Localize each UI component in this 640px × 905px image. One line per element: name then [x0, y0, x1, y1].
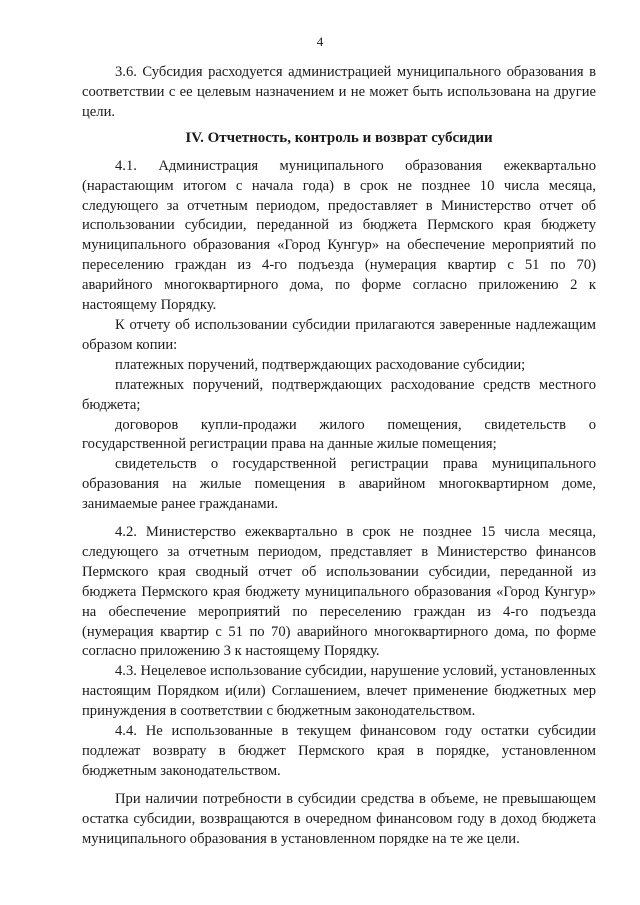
paragraph-3-6: 3.6. Субсидия расходуется администрацией муниципального образования в соответствии с ее целевым назначением и не может быть использована на другие цели. — [82, 64, 596, 120]
paragraph-surplus-return: При наличии потребности в субсидии средства в объеме, не превышающем остатка субсидии, возвращаются в очередном финансовом году в доход бюджета муниципального образования в установленном порядке на те же цели. — [82, 790, 596, 847]
section-title: IV. Отчетность, контроль и возврат субсидии — [185, 129, 493, 146]
list-item: платежных поручений, подтверждающих расходование субсидии; — [115, 356, 526, 373]
paragraph-4-1: 4.1. Администрация муниципального образования ежеквартально (нарастающим итогом с начала года) в срок не позднее 10 числа месяца, следующего за отчетным периодом, предоставляет в Министерство отчет об использовании субсидии, переданной из бюджета Пермского края бюджету муниципального образования «Город Кунгур» на обеспечение мероприятий по переселению граждан из 4-го подъезда (нумерация квартир с 51 по 70) аварийного многоквартирного дома, по форме согласно приложению 2 к настоящему Порядку. — [82, 157, 596, 314]
paragraph-attachments-intro: К отчету об использовании субсидии прилагаются заверенные надлежащим образом копии: — [82, 316, 596, 353]
document-body — [82, 63, 596, 850]
list-item: платежных поручений, подтверждающих расходование средств местного бюджета; — [82, 376, 596, 413]
paragraph-4-3: 4.3. Нецелевое использование субсидии, нарушение условий, установленных настоящим Порядком и(или) Соглашением, влечет применение бюджетных мер принуждения в соответствии с бюджетным законодательством. — [82, 663, 596, 720]
paragraph-4-4: 4.4. Не использованные в текущем финансовом году остатки субсидии подлежат возврату в бюджет Пермского края в порядке, установленном бюджетным законодательством. — [82, 723, 596, 779]
list-item: свидетельств о государственной регистрации права муниципального образования на жилые помещения в аварийном многоквартирном доме, занимаемые ранее гражданами. — [82, 456, 596, 513]
paragraph-4-2: 4.2. Министерство ежеквартально в срок не позднее 15 числа месяца, следующего за отчетным периодом, представляет в Министерство финансов Пермского края сводный отчет об использовании субсидии, переданной из бюджета Пермского края бюджету муниципального образования «Город Кунгур» на обеспечение мероприятий по переселению граждан из 4-го подъезда (нумерация квартир с 51 по 70) аварийного многоквартирного дома, по форме согласно приложению 3 к настоящему Порядку. — [82, 524, 596, 660]
list-item: договоров купли-продажи жилого помещения, свидетельств о государственной регистрации права на данные жилые помещения; — [82, 416, 596, 453]
page-number: 4 — [316, 34, 324, 49]
